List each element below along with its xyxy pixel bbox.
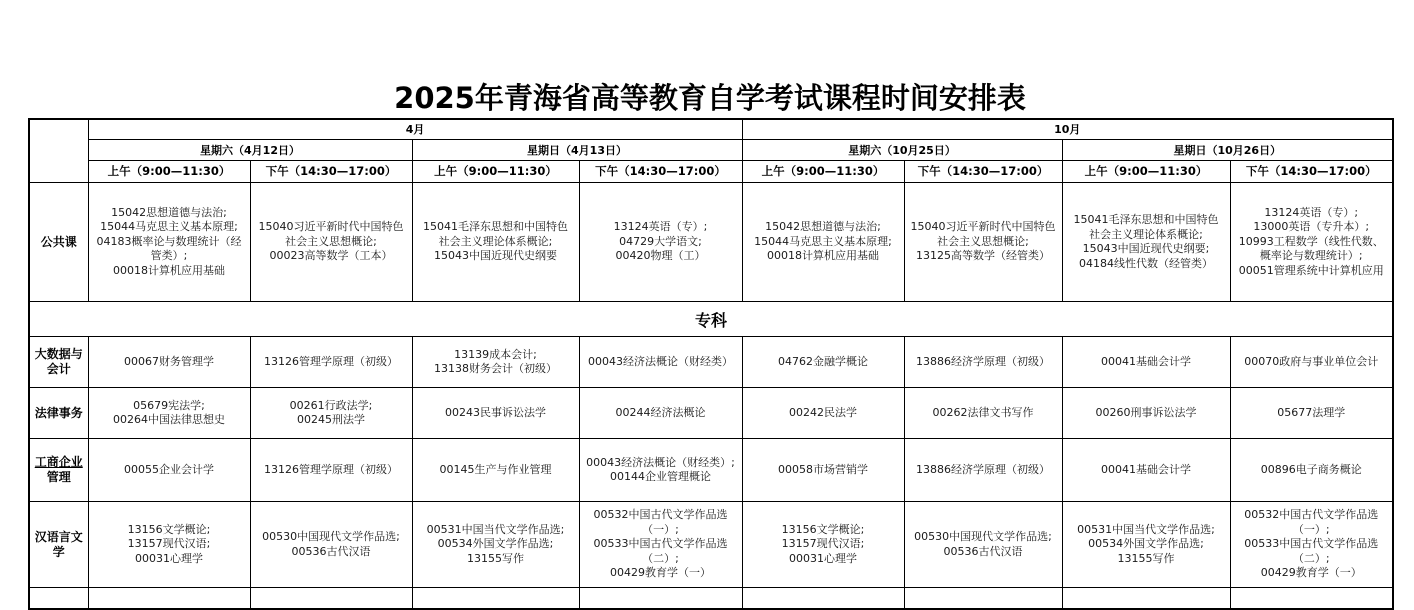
course-cell — [1062, 502, 1230, 588]
empty-cell — [579, 588, 742, 610]
course-line: 00023高等数学（工本） — [269, 249, 393, 263]
course-cell — [412, 388, 579, 439]
month-header-april: 4月 — [88, 119, 742, 140]
course-cell — [1062, 337, 1230, 388]
row-label-public-courses: 公共课 — [29, 183, 88, 302]
table-row — [29, 337, 1393, 388]
month-header-october: 10月 — [742, 119, 1393, 140]
course-line: 00018计算机应用基础 — [767, 249, 880, 263]
course-cell — [579, 388, 742, 439]
course-cell — [250, 183, 412, 302]
course-line: 05679宪法学; — [133, 398, 205, 412]
course-line: 15041毛泽东思想和中国特色 — [1073, 213, 1219, 226]
course-line: 00031心理学 — [135, 551, 203, 565]
course-line: 社会主义理论体系概论; — [1089, 227, 1203, 241]
course-line: 00041基础会计学 — [1101, 462, 1192, 476]
course-line: 13124英语（专）; — [613, 220, 708, 234]
course-line: 00532中国古代文学作品选 — [593, 508, 728, 522]
course-line: 13126管理学原理（初级） — [264, 462, 398, 476]
course-cell — [88, 502, 250, 588]
course-line: 00043经济法概论（财经类） — [588, 354, 734, 368]
empty-cell — [29, 588, 88, 610]
course-line: 00530中国现代文学作品选; — [914, 530, 1052, 543]
course-cell — [88, 337, 250, 388]
table-row-partial — [29, 588, 1393, 610]
course-line: 管类）; — [150, 249, 188, 263]
course-line: 00536古代汉语 — [943, 544, 1023, 558]
label-line: 汉语言文 — [34, 529, 83, 544]
course-cell — [412, 502, 579, 588]
course-cell — [742, 337, 904, 388]
course-line: （一）; — [642, 522, 679, 536]
day-header: 星期六（10月25日） — [742, 140, 1062, 161]
course-line: 15043中国近现代史纲要 — [434, 249, 557, 263]
course-cell — [412, 183, 579, 302]
course-line: 04184线性代数（经管类） — [1079, 256, 1214, 270]
exam-schedule-table — [28, 118, 1394, 610]
course-line: 00244经济法概论 — [615, 405, 706, 419]
course-line: 15041毛泽东思想和中国特色 — [423, 220, 568, 234]
slot-header: 上午（9:00—11:30） — [742, 161, 904, 183]
course-line: 13000英语（专升本）; — [1253, 220, 1370, 234]
course-line: 15042思想道德与法治; — [765, 220, 881, 234]
empty-cell — [742, 588, 904, 610]
course-line: 00070政府与事业单位会计 — [1244, 354, 1379, 368]
course-line: 13125高等数学（经管类） — [916, 249, 1051, 263]
page-title: 2025年青海省高等教育自学考试课程时间安排表 — [394, 81, 1026, 115]
course-line: 15043中国近现代史纲要; — [1082, 242, 1210, 255]
empty-cell — [1230, 588, 1393, 610]
slot-header: 上午（9:00—11:30） — [412, 161, 579, 183]
course-cell — [412, 337, 579, 388]
course-line: 13138财务会计（初级） — [434, 362, 557, 375]
course-cell — [1062, 388, 1230, 439]
course-line: 13126管理学原理（初级） — [264, 354, 398, 368]
course-line: 15040习近平新时代中国特色 — [258, 220, 404, 234]
course-cell — [1230, 337, 1393, 388]
course-line: 00531中国当代文学作品选; — [426, 522, 565, 536]
course-line: 00242民法学 — [789, 405, 858, 419]
empty-cell — [412, 588, 579, 610]
course-cell — [88, 183, 250, 302]
course-line: 00051管理系统中计算机应用 — [1238, 263, 1384, 277]
course-line: 00429教育学（一） — [610, 566, 712, 580]
course-line: 00043经济法概论（财经类）; — [586, 455, 735, 469]
course-line: 00260刑事诉讼法学 — [1095, 405, 1197, 419]
course-line: 13156文学概论; — [781, 522, 865, 536]
course-line: 社会主义思想概论; — [937, 234, 1029, 248]
course-line: 13157现代汉语; — [781, 537, 865, 551]
course-line: 00145生产与作业管理 — [439, 462, 552, 476]
course-cell — [904, 439, 1062, 502]
label-line: 会计 — [46, 362, 71, 376]
course-cell — [742, 183, 904, 302]
course-line: 00533中国古代文学作品选 — [1244, 537, 1379, 551]
course-cell — [250, 502, 412, 588]
empty-cell — [1062, 588, 1230, 610]
slot-header: 下午（14:30—17:00） — [904, 161, 1062, 183]
course-cell — [250, 337, 412, 388]
course-cell — [579, 502, 742, 588]
slot-header: 下午（14:30—17:00） — [1230, 161, 1393, 183]
course-line: 00533中国古代文学作品选 — [593, 537, 728, 551]
course-cell — [1062, 439, 1230, 502]
day-header: 星期六（4月12日） — [88, 140, 412, 161]
slot-header: 上午（9:00—11:30） — [88, 161, 250, 183]
slot-header: 下午（14:30—17:00） — [250, 161, 412, 183]
course-cell — [904, 183, 1062, 302]
course-line: 00245刑法学 — [297, 413, 365, 426]
course-line: 13157现代汉语; — [127, 537, 211, 551]
course-line: 00429教育学（一） — [1260, 566, 1362, 580]
course-line: 00261行政法学; — [289, 398, 373, 412]
course-cell — [742, 439, 904, 502]
course-line: 00067财务管理学 — [124, 354, 214, 368]
course-line: 社会主义思想概论; — [285, 234, 377, 248]
course-line: 04729大学语文; — [619, 234, 702, 248]
course-cell — [1230, 502, 1393, 588]
label-line: 大数据与 — [34, 347, 83, 361]
course-line: 15044马克思主义基本原理; — [100, 220, 238, 234]
course-line: 13139成本会计; — [454, 347, 537, 361]
course-cell — [1230, 439, 1393, 502]
course-line: 00530中国现代文学作品选; — [262, 530, 400, 543]
corner-cell — [29, 119, 88, 183]
course-line: 05677法理学 — [1277, 405, 1346, 419]
course-line: 13155写作 — [1117, 551, 1175, 565]
course-cell — [579, 183, 742, 302]
course-line: 00420物理（工） — [615, 249, 706, 263]
table-row — [29, 439, 1393, 502]
course-line: 13124英语（专）; — [1264, 205, 1359, 219]
course-line: （二）; — [1292, 551, 1330, 565]
course-line: 00534外国文学作品选; — [437, 537, 554, 551]
label-line: 工商企业 — [34, 455, 83, 469]
course-cell — [250, 439, 412, 502]
course-line: 13886经济学原理（初级） — [916, 462, 1051, 476]
slot-header: 上午（9:00—11:30） — [1062, 161, 1230, 183]
course-line: 15042思想道德与法治; — [111, 205, 227, 219]
empty-cell — [904, 588, 1062, 610]
day-header: 星期日（10月26日） — [1062, 140, 1393, 161]
empty-cell — [88, 588, 250, 610]
course-line: 00536古代汉语 — [291, 544, 371, 558]
course-line: 00264中国法律思想史 — [113, 413, 225, 426]
empty-cell — [250, 588, 412, 610]
course-cell — [88, 439, 250, 502]
course-line: 00058市场营销学 — [778, 462, 869, 476]
course-line: 04762金融学概论 — [778, 354, 869, 368]
course-line: 社会主义理论体系概论; — [438, 234, 553, 248]
day-header: 星期日（4月13日） — [412, 140, 742, 161]
course-cell — [1062, 183, 1230, 302]
course-line: 00532中国古代文学作品选 — [1244, 508, 1379, 522]
course-line: 13156文学概论; — [127, 522, 211, 536]
table-row — [29, 183, 1393, 302]
course-line: 00055企业会计学 — [124, 462, 214, 476]
table-row — [29, 502, 1393, 588]
label-line: 管理 — [46, 470, 71, 484]
course-line: 00018计算机应用基础 — [113, 263, 225, 277]
row-label-business-management — [29, 439, 88, 502]
course-line: 概率论与数理统计）; — [1259, 249, 1363, 263]
section-row — [29, 302, 1393, 337]
row-label-big-data-accounting — [29, 337, 88, 388]
label-line: 学 — [52, 544, 65, 559]
course-cell — [579, 439, 742, 502]
course-line: 00531中国当代文学作品选; — [1077, 522, 1215, 536]
course-line: 00896电子商务概论 — [1260, 462, 1362, 476]
course-cell — [412, 439, 579, 502]
course-line: 15044马克思主义基本原理; — [754, 234, 892, 248]
table-row — [29, 388, 1393, 439]
row-label-legal-affairs: 法律事务 — [29, 388, 88, 439]
course-line: 10993工程数学（线性代数、 — [1238, 234, 1384, 248]
course-cell — [1230, 183, 1393, 302]
course-line: 13155写作 — [467, 551, 524, 565]
course-line: 13886经济学原理（初级） — [916, 354, 1051, 368]
course-cell — [742, 388, 904, 439]
course-line: （二）; — [642, 551, 679, 565]
course-line: 00534外国文学作品选; — [1088, 537, 1204, 551]
course-line: 04183概率论与数理统计（经 — [96, 234, 242, 248]
course-line: 00262法律文书写作 — [932, 405, 1034, 419]
course-cell — [579, 337, 742, 388]
course-line: 00041基础会计学 — [1101, 354, 1192, 368]
course-cell — [904, 388, 1062, 439]
course-cell — [904, 502, 1062, 588]
course-cell — [742, 502, 904, 588]
course-cell — [904, 337, 1062, 388]
slot-header: 下午（14:30—17:00） — [579, 161, 742, 183]
course-line: （一）; — [1292, 522, 1330, 536]
course-cell — [1230, 388, 1393, 439]
section-label-junior-college: 专科 — [29, 302, 1393, 337]
course-line: 00144企业管理概论 — [610, 470, 712, 483]
course-cell — [250, 388, 412, 439]
course-line: 00243民事诉讼法学 — [445, 405, 546, 419]
course-line: 15040习近平新时代中国特色 — [910, 220, 1056, 234]
row-label-chinese-literature — [29, 502, 88, 588]
course-cell — [88, 388, 250, 439]
course-line: 00031心理学 — [789, 551, 858, 565]
